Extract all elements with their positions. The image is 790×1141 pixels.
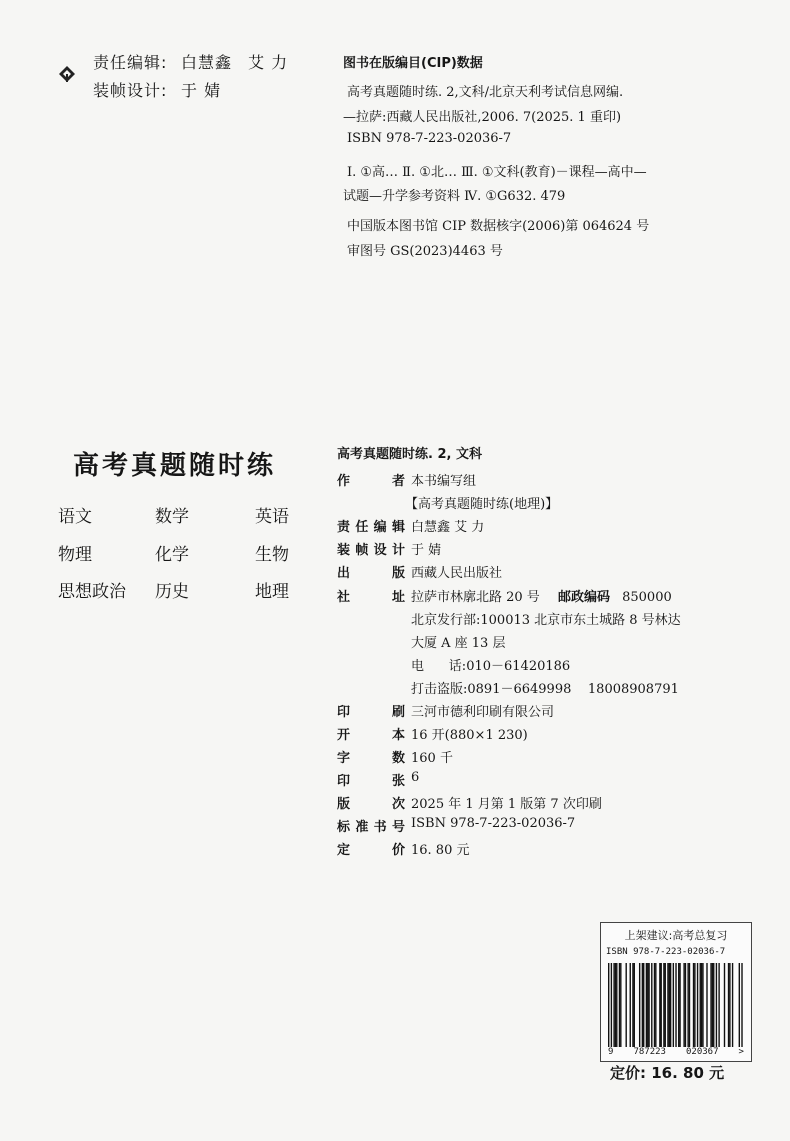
colophon-publisher: 西藏人民出版社 (411, 566, 503, 581)
colophon-address-text: 拉萨市林廓北路 20 号 (411, 590, 540, 605)
barcode-bar (694, 963, 695, 1047)
barcode-bar (678, 963, 679, 1047)
barcode-bar (670, 963, 671, 1047)
colophon-format: 16 开(880×1 230) (411, 728, 528, 743)
barcode-bar (665, 963, 666, 1047)
credit-editor-1: 白慧鑫 (181, 53, 233, 72)
barcode-bar (728, 963, 729, 1047)
barcode-bar (643, 963, 644, 1047)
colophon-beijing-office: 北京发行部:100013 北京市东土城路 8 号林达 (411, 613, 681, 628)
label-char: 标 (337, 820, 351, 835)
barcode-bar (712, 963, 713, 1047)
colophon-price-label (337, 839, 405, 858)
colophon-words: 160 千 (411, 751, 453, 766)
barcode-bar (697, 963, 698, 1047)
colophon-author-label (337, 470, 405, 489)
subject-item: 地理 (255, 582, 289, 602)
barcode-bar (669, 963, 670, 1047)
subject-item: 数学 (155, 507, 189, 527)
barcode-bar (655, 963, 656, 1047)
barcode-bar (683, 963, 684, 1047)
barcode-bar (732, 963, 733, 1047)
colophon-printer: 三河市德利印刷有限公司 (411, 705, 555, 720)
label-char: 次 (391, 797, 405, 812)
label-char: 社 (337, 590, 351, 605)
colophon-printer-label (337, 701, 405, 720)
barcode-bar (647, 963, 648, 1047)
barcode-bar (626, 963, 627, 1047)
credit-editor-2: 艾 力 (248, 53, 289, 72)
colophon-postcode: 850000 (622, 590, 672, 605)
publisher-logo-icon (58, 65, 76, 83)
barcode-digits-right: 020367 (686, 1047, 719, 1057)
label-char: 版 (337, 797, 351, 812)
barcode-bar (739, 963, 740, 1047)
label-char: 书 (373, 820, 387, 835)
colophon-address-label (337, 586, 405, 605)
barcode-digits (608, 1047, 744, 1057)
label-char: 数 (391, 751, 405, 766)
label-char: 本 (391, 728, 405, 743)
colophon-piracy-label: 打击盗版: (411, 682, 468, 697)
barcode-bar (724, 963, 725, 1047)
cip-title: 图书在版编目(CIP)数据 (343, 56, 483, 71)
barcode-bar (654, 963, 655, 1047)
barcode-bar (700, 963, 701, 1047)
colophon-phone (411, 655, 570, 674)
label-char: 责 (337, 520, 351, 535)
barcode-bar (689, 963, 690, 1047)
barcode-bar (646, 963, 647, 1047)
cip-line-5: 试题—升学参考资料 Ⅳ. ①G632. 479 (343, 189, 566, 204)
colophon-editor: 白慧鑫 艾 力 (411, 520, 485, 535)
barcode-bar (661, 963, 662, 1047)
colophon-words-label (337, 747, 405, 766)
subject-item: 物理 (58, 545, 92, 565)
subject-item: 生物 (255, 545, 289, 565)
barcode-bar (648, 963, 649, 1047)
barcode-bar (639, 963, 640, 1047)
label-char: 计 (391, 543, 405, 558)
barcode-digits-left: 787223 (633, 1047, 666, 1057)
barcode-bar (611, 963, 612, 1047)
series-title: 高考真题随时练 (73, 451, 277, 481)
cip-line-1: 高考真题随时练. 2,文科/北京天利考试信息网编. (347, 85, 624, 100)
label-char: 印 (337, 705, 351, 720)
barcode-bar (651, 963, 652, 1047)
credit-editor-label: 责任编辑: (93, 53, 168, 72)
credit-editor-line (93, 50, 304, 73)
colophon-design-label (337, 539, 405, 558)
colophon-format-label (337, 724, 405, 743)
label-char: 设 (373, 543, 387, 558)
label-char: 印 (337, 774, 351, 789)
subject-item: 英语 (255, 507, 289, 527)
barcode-bar (673, 963, 674, 1047)
colophon-piracy-number: 0891－6649998 18008908791 (467, 682, 679, 697)
barcode-isbn-text: ISBN 978-7-223-02036-7 (606, 947, 726, 957)
label-char: 价 (391, 843, 405, 858)
barcode-bar (706, 963, 707, 1047)
label-char: 装 (337, 543, 351, 558)
label-char: 定 (337, 843, 351, 858)
colophon-series-note: 【高考真题随时练(地理)】 (405, 497, 559, 512)
label-char: 作 (337, 474, 351, 489)
colophon-phone-number: 010－61420186 (466, 659, 571, 674)
cip-line-6: 中国版本图书馆 CIP 数据核字(2006)第 064624 号 (347, 219, 650, 234)
subject-item: 思想政治 (58, 582, 126, 602)
colophon-isbn-label (337, 816, 405, 835)
colophon-edition-label (337, 793, 405, 812)
barcode-bar (616, 963, 617, 1047)
label-char: 号 (391, 820, 405, 835)
colophon-title: 高考真题随时练. 2, 文科 (337, 447, 482, 462)
shelf-suggestion: 上架建议:高考总复习 (624, 929, 728, 942)
barcode-box (600, 922, 752, 1062)
label-char: 址 (391, 590, 405, 605)
label-char: 出 (337, 566, 351, 581)
colophon-price: 16. 80 元 (411, 843, 470, 858)
colophon-isbn: ISBN 978-7-223-02036-7 (411, 816, 576, 831)
colophon-author: 本书编写组 (411, 474, 477, 489)
barcode-bar (620, 963, 621, 1047)
barcode-bar (675, 963, 676, 1047)
barcode-bar (693, 963, 694, 1047)
barcode-image (608, 963, 744, 1047)
label-char: 刷 (391, 705, 405, 720)
subject-item: 历史 (155, 582, 189, 602)
cip-line-2: —拉萨:西藏人民出版社,2006. 7(2025. 1 重印) (343, 110, 622, 125)
colophon-design: 于 婧 (411, 543, 442, 558)
label-char: 准 (355, 820, 369, 835)
barcode-bar (634, 963, 635, 1047)
label-char: 辑 (391, 520, 405, 535)
barcode-bar (713, 963, 714, 1047)
barcode-bar (613, 963, 614, 1047)
credit-design-line (93, 78, 237, 101)
barcode-price (610, 1062, 724, 1083)
barcode-bar (619, 963, 620, 1047)
label-char: 版 (391, 566, 405, 581)
subject-item: 化学 (155, 545, 189, 565)
subject-item: 语文 (58, 507, 92, 527)
colophon-piracy (411, 678, 679, 697)
colophon-address (411, 586, 672, 605)
barcode-bar (615, 963, 616, 1047)
barcode-bar (741, 963, 742, 1047)
label-char: 帧 (355, 543, 369, 558)
colophon-edition: 2025 年 1 月第 1 版第 7 次印刷 (411, 797, 602, 812)
barcode-bar (632, 963, 633, 1047)
barcode-bar (663, 963, 664, 1047)
colophon-sheets-label (337, 770, 405, 789)
barcode-bar (630, 963, 631, 1047)
barcode-arrow: > (738, 1047, 744, 1057)
colophon-postcode-label: 邮政编码 (557, 590, 610, 605)
barcode-bar (667, 963, 668, 1047)
credit-design-label: 装帧设计: (93, 81, 168, 100)
colophon-sheets: 6 (411, 770, 420, 785)
cip-line-4: Ⅰ. ①高… Ⅱ. ①北… Ⅲ. ①文科(教育)－课程—高中— (347, 165, 647, 180)
barcode-bar (701, 963, 702, 1047)
credit-designer: 于 婧 (181, 81, 222, 100)
barcode-bar (716, 963, 717, 1047)
colophon-beijing-office-cont: 大厦 A 座 13 层 (411, 636, 506, 651)
colophon-publisher-label (337, 562, 405, 581)
barcode-bar (710, 963, 711, 1047)
barcode-price-label: 定价: (610, 1064, 646, 1082)
colophon-editor-label (337, 516, 405, 535)
barcode-bar (679, 963, 680, 1047)
barcode-bar (687, 963, 688, 1047)
barcode-price-value: 16. 80 元 (651, 1064, 725, 1082)
label-char: 张 (391, 774, 405, 789)
colophon-phone-label: 电 话: (411, 659, 467, 674)
label-char: 字 (337, 751, 351, 766)
barcode-digit-first: 9 (608, 1047, 614, 1057)
barcode-bar (642, 963, 643, 1047)
cip-line-3: ISBN 978-7-223-02036-7 (347, 131, 512, 146)
label-char: 开 (337, 728, 351, 743)
cip-line-7: 审图号 GS(2023)4463 号 (347, 244, 503, 259)
barcode-bar (729, 963, 730, 1047)
barcode-bar (659, 963, 660, 1047)
barcode-bar (702, 963, 703, 1047)
barcode-bar (718, 963, 719, 1047)
barcode-bar (608, 963, 609, 1047)
label-char: 者 (391, 474, 405, 489)
label-char: 任 (355, 520, 369, 535)
barcode-bar (685, 963, 686, 1047)
label-char: 编 (373, 520, 387, 535)
